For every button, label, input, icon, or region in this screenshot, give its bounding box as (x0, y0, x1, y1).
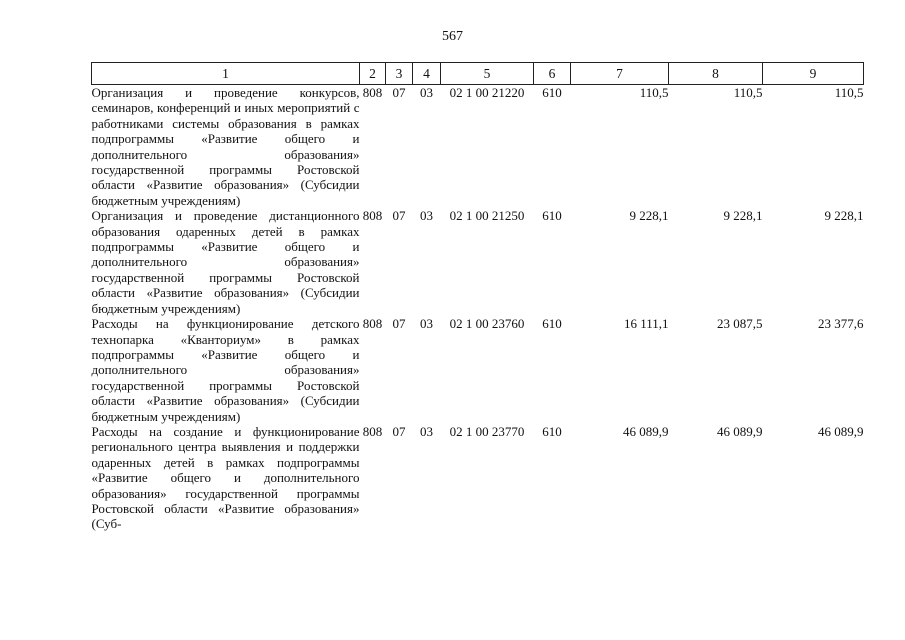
table-row (92, 424, 864, 532)
header-col-5: 5 (441, 63, 534, 85)
header-col-7: 7 (571, 63, 669, 85)
header-col-4: 4 (413, 63, 441, 85)
row-description: Расходы на функционирование детского технопарка «Кванториум» в рамках подпрограммы «Развитие общего и дополнительного образования» государственной программы Ростовской области «Развитие образования» (Субсидии бюджетным учреждениям) (91, 316, 360, 424)
row-subsection: 03 (420, 85, 433, 100)
row-value-7: 110,5 (639, 85, 669, 100)
row-description: Организация и проведение конкурсов, семинаров, конференций и иных мероприятий с работниками системы образования в рамках подпрограммы «Развитие общего и дополнительного образования» государственной программы Ростовской области «Развитие образования» (Субсидии бюджетным учреждениям) (91, 85, 360, 208)
table-row (92, 316, 864, 424)
row-section: 07 (392, 316, 406, 332)
table-row (92, 85, 864, 209)
row-target-article: 02 1 00 23770 (449, 423, 525, 439)
row-section: 07 (392, 208, 406, 224)
row-ministry: 808 (362, 316, 383, 332)
row-subsection: 03 (420, 316, 433, 332)
row-section: 07 (392, 85, 406, 100)
row-value-9: 110,5 (834, 85, 864, 100)
row-ministry: 808 (362, 85, 383, 100)
row-value-9: 46 089,9 (818, 423, 864, 439)
header-col-2: 2 (360, 63, 386, 85)
row-value-7: 16 111,1 (623, 316, 669, 332)
row-value-8: 46 089,9 (717, 423, 763, 439)
row-description: Организация и проведение дистанционного образования одаренных детей в рамках подпрограммы «Развитие общего и дополнительного образования» государственной программы Ростовской области «Развитие образования» (Субсидии бюджетным учреждениям) (91, 208, 360, 316)
header-col-1: 1 (92, 63, 360, 85)
table-body (92, 85, 864, 532)
row-ministry: 808 (362, 208, 383, 224)
row-value-9: 23 377,6 (818, 316, 864, 332)
row-section: 07 (392, 423, 406, 439)
header-col-3: 3 (386, 63, 413, 85)
row-subsection: 03 (420, 423, 433, 439)
row-value-8: 9 228,1 (723, 208, 763, 224)
table-row (92, 208, 864, 316)
row-expense-type: 610 (542, 85, 562, 100)
row-value-8: 110,5 (733, 85, 763, 100)
header-col-6: 6 (534, 63, 571, 85)
header-col-9: 9 (763, 63, 864, 85)
row-expense-type: 610 (542, 423, 562, 439)
row-ministry: 808 (362, 423, 383, 439)
row-expense-type: 610 (542, 208, 562, 224)
row-description: Расходы на создание и функционирование регионального центра выявления и поддержки одаренных детей в рамках подпрограммы «Развитие общего и дополнительного образования» государственной программы Ростовской области «Развитие образования» (Суб- (91, 423, 360, 532)
row-target-article: 02 1 00 23760 (449, 316, 525, 332)
row-expense-type: 610 (542, 316, 562, 332)
row-value-9: 9 228,1 (824, 208, 864, 224)
row-value-8: 23 087,5 (717, 316, 763, 332)
table-header (92, 63, 864, 85)
budget-table (91, 62, 864, 532)
page-number: 567 (442, 29, 463, 44)
row-subsection: 03 (420, 208, 433, 224)
row-value-7: 46 089,9 (623, 423, 669, 439)
row-target-article: 02 1 00 21220 (449, 85, 525, 100)
row-target-article: 02 1 00 21250 (449, 208, 525, 224)
header-col-8: 8 (669, 63, 763, 85)
row-value-7: 9 228,1 (629, 208, 669, 224)
